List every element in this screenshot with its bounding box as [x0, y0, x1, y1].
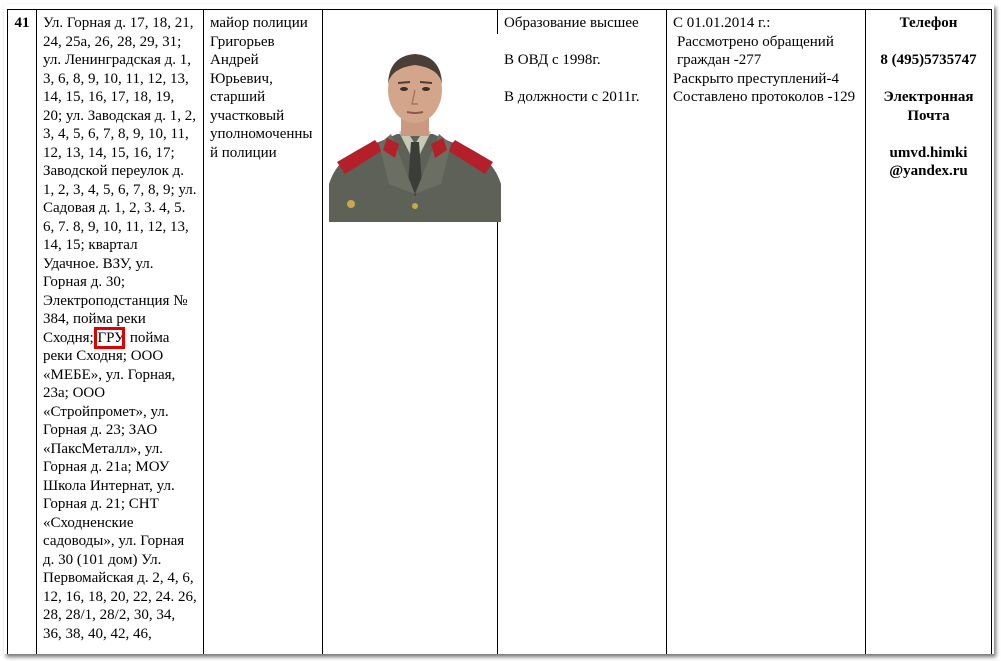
stats-appeals: Рассмотрено обращений граждан -277 — [677, 33, 834, 68]
officers-table — [7, 9, 992, 654]
phone-number: 8 (495)5735747 — [880, 52, 977, 68]
education-cell — [498, 10, 667, 655]
highlighted-text-gru[interactable]: ГРУ — [97, 329, 123, 346]
table-row — [8, 10, 992, 655]
education-line: Образование высшее — [504, 15, 639, 31]
stats-protocols: Составлено протоколов -129 — [673, 89, 856, 105]
stats-crimes: Раскрыто преступлений-4 — [673, 70, 839, 87]
position-since-line: В должности с 2011г. — [504, 89, 640, 105]
contacts-cell — [866, 10, 992, 655]
address-text-1: Ул. Горная д. 17, 18, 21, 24, 25а, 26, 28, 29, 31; ул. Ленинградская д. 1, 3, 6, 8, 9, 10, 11, 12, 13, 14, 15, 16, 17, 18, 19, 20; ул. Заводская д. 1, 2, 3, 4, 5, 6, 7, 8, 9, 10, 11, 12, 13, 14, 15, 16, 17; Заводской переулок д. 1, 2, 3, 4, 5, 6, 7, 8, 9; ул. Садовая д. 1, 2, 3. 4, 5. 6, 7. 8, 9, 10, 11, 12, 13, 14, 15; квартал Удачное. ВЗУ, ул. Горная д. 30; Электроподстанция № 384, пойма реки Сходня; — [43, 15, 197, 346]
phone-label: Телефон — [899, 15, 958, 31]
document-sheet — [4, 4, 994, 654]
service-start-line: В ОВД с 1998г. — [504, 52, 601, 68]
address-cell — [37, 10, 204, 655]
officer-cell: майор полиции Григорьев Андрей Юрьевич, старший участковый уполномоченный полиции — [204, 10, 323, 655]
address-text-2: , пойма реки Сходня; ООО «МЕБЕ», ул. Горная, 23а; ООО «Стройпромет», ул. Горная д. 23; ЗАО «ПаксМеталл», ул. Горная д. 21а; МОУ Школа Интернат, ул. Горная д. 21; СНТ «Сходненские садоводы», ул. Горная д. 30 (101 дом) Ул. Первомайская д. 2, 4, 6, 12, 16, 18, 20, 22, 24. 26, 28, 28/1, 28/2, 30, 34, 36, 38, 40, 42, 46, — [43, 329, 197, 642]
stats-period: С 01.01.2014 г.: — [673, 15, 771, 31]
email-address: umvd.himki @yandex.ru — [889, 144, 968, 179]
email-label: Электронная Почта — [883, 89, 974, 124]
officer-photo — [329, 34, 501, 222]
photo-cell — [323, 10, 498, 655]
statistics-cell — [667, 10, 866, 655]
row-number: 41 — [8, 10, 37, 655]
